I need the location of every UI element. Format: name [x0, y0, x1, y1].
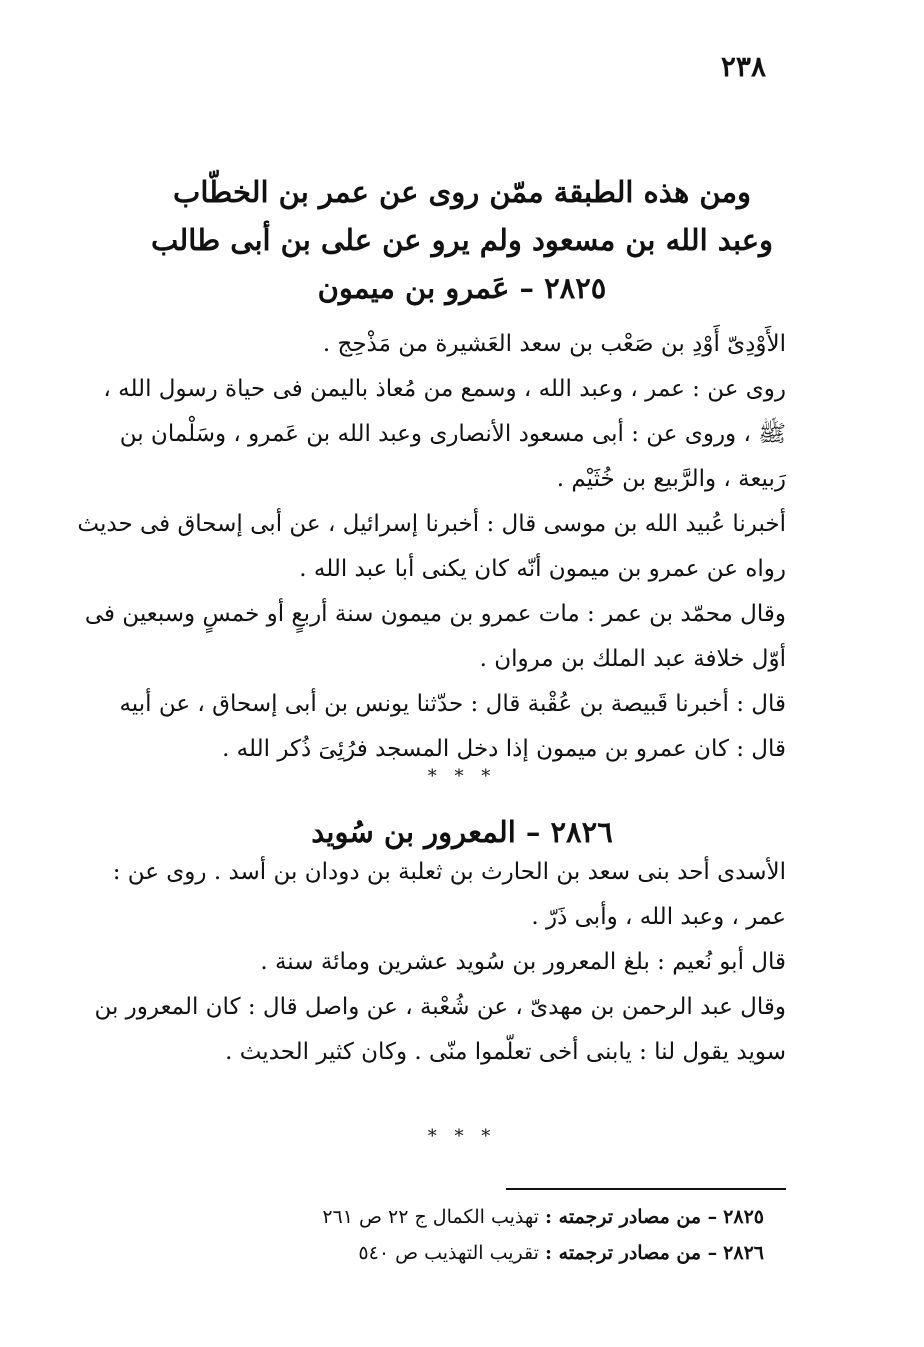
entry-2826-body: [94, 850, 786, 1075]
separator-stars-2: * * *: [427, 1126, 497, 1147]
entry-title-2826: ٢٨٢٦ – المعرور بن سُويد: [311, 815, 613, 849]
separator-stars-1: * * *: [427, 766, 497, 787]
entry-2825-line-9: قال : أخبرنا قَبيصة بن عُقْبة قال : حدّثنا يونس بن أبى إسحاق ، عن أبيه: [119, 691, 786, 717]
footnote-number: ٢٨٢٥: [723, 1206, 764, 1228]
footnote-text: تهذيب الكمال ج ٢٢ ص ٢٦١: [322, 1206, 539, 1228]
footnote-2825: [322, 1202, 764, 1232]
page-number: ٢٣٨: [720, 50, 766, 83]
entry-2825-line-10: قال : كان عمرو بن ميمون إذا دخل المسجد فرُئِىَ ذُكر الله .: [222, 736, 786, 762]
entry-2825-line-1: الأَوْدِىّ أَوْدِ بن صَعْب بن سعد العَشيرة من مَذْحِج .: [322, 331, 786, 357]
section-heading: [0, 168, 924, 312]
footnote-text: تقريب التهذيب ص ٥٤٠: [358, 1242, 539, 1264]
section-heading-line-1: ومن هذه الطبقة ممّن روى عن عمر بن الخطّاب: [173, 175, 751, 209]
entry-2826-line-1: الأسدى أحد بنى سعد بن الحارث بن ثعلبة بن دودان بن أسد . روى عن :: [112, 859, 786, 885]
entry-2825-line-6: رواه عن عمرو بن ميمون أنّه كان يكنى أبا عبد الله .: [299, 556, 786, 582]
entry-2825-line-3: ﷺ ، وروى عن : أبى مسعود الأنصارى وعبد الله بن عَمرو ، وسَلْمان بن: [119, 421, 786, 447]
entry-2825-line-8: أوّل خلافة عبد الملك بن مروان .: [479, 646, 786, 672]
entry-2825-line-5: أخبرنا عُبيد الله بن موسى قال : أخبرنا إسرائيل ، عن أبى إسحاق فى حديث: [77, 511, 786, 537]
entry-2825-line-7: وقال محمّد بن عمر : مات عمرو بن ميمون سنة أربعٍ أو خمسٍ وسبعين فى: [84, 601, 786, 627]
footnote-2826: [358, 1238, 764, 1268]
footnote-number: ٢٨٢٦: [723, 1242, 764, 1264]
section-heading-line-2: وعبد الله بن مسعود ولم يرو عن على بن أبى طالب: [150, 223, 774, 257]
entry-2825-line-2: روى عن : عمر ، وعبد الله ، وسمع من مُعاذ باليمن فى حياة رسول الله ،: [103, 376, 786, 402]
entry-2826-line-4: وقال عبد الرحمن بن مهدىّ ، عن شُعْبة ، عن واصل قال : كان المعرور بن: [94, 994, 786, 1020]
footnote-label: – من مصادر ترجمته :: [545, 1206, 718, 1228]
entry-2825-line-4: رَبيعة ، والرَّبيع بن خُثَيْم .: [556, 466, 786, 492]
entry-2826-line-3: قال أبو نُعيم : بلغ المعرور بن سُويد عشرين ومائة سنة .: [260, 949, 786, 975]
footnote-divider: [506, 1188, 786, 1190]
footnote-label: – من مصادر ترجمته :: [545, 1242, 718, 1264]
entry-title-2825: ٢٨٢٥ – عَمرو بن ميمون: [317, 271, 607, 305]
entry-2826-line-5: سويد يقول لنا : يابنى أخى تعلّموا منّى . وكان كثير الحديث .: [225, 1039, 786, 1065]
entry-2826-line-2: عمر ، وعبد الله ، وأبى ذَرّ .: [531, 904, 786, 930]
entry-2825-body: [77, 322, 786, 772]
